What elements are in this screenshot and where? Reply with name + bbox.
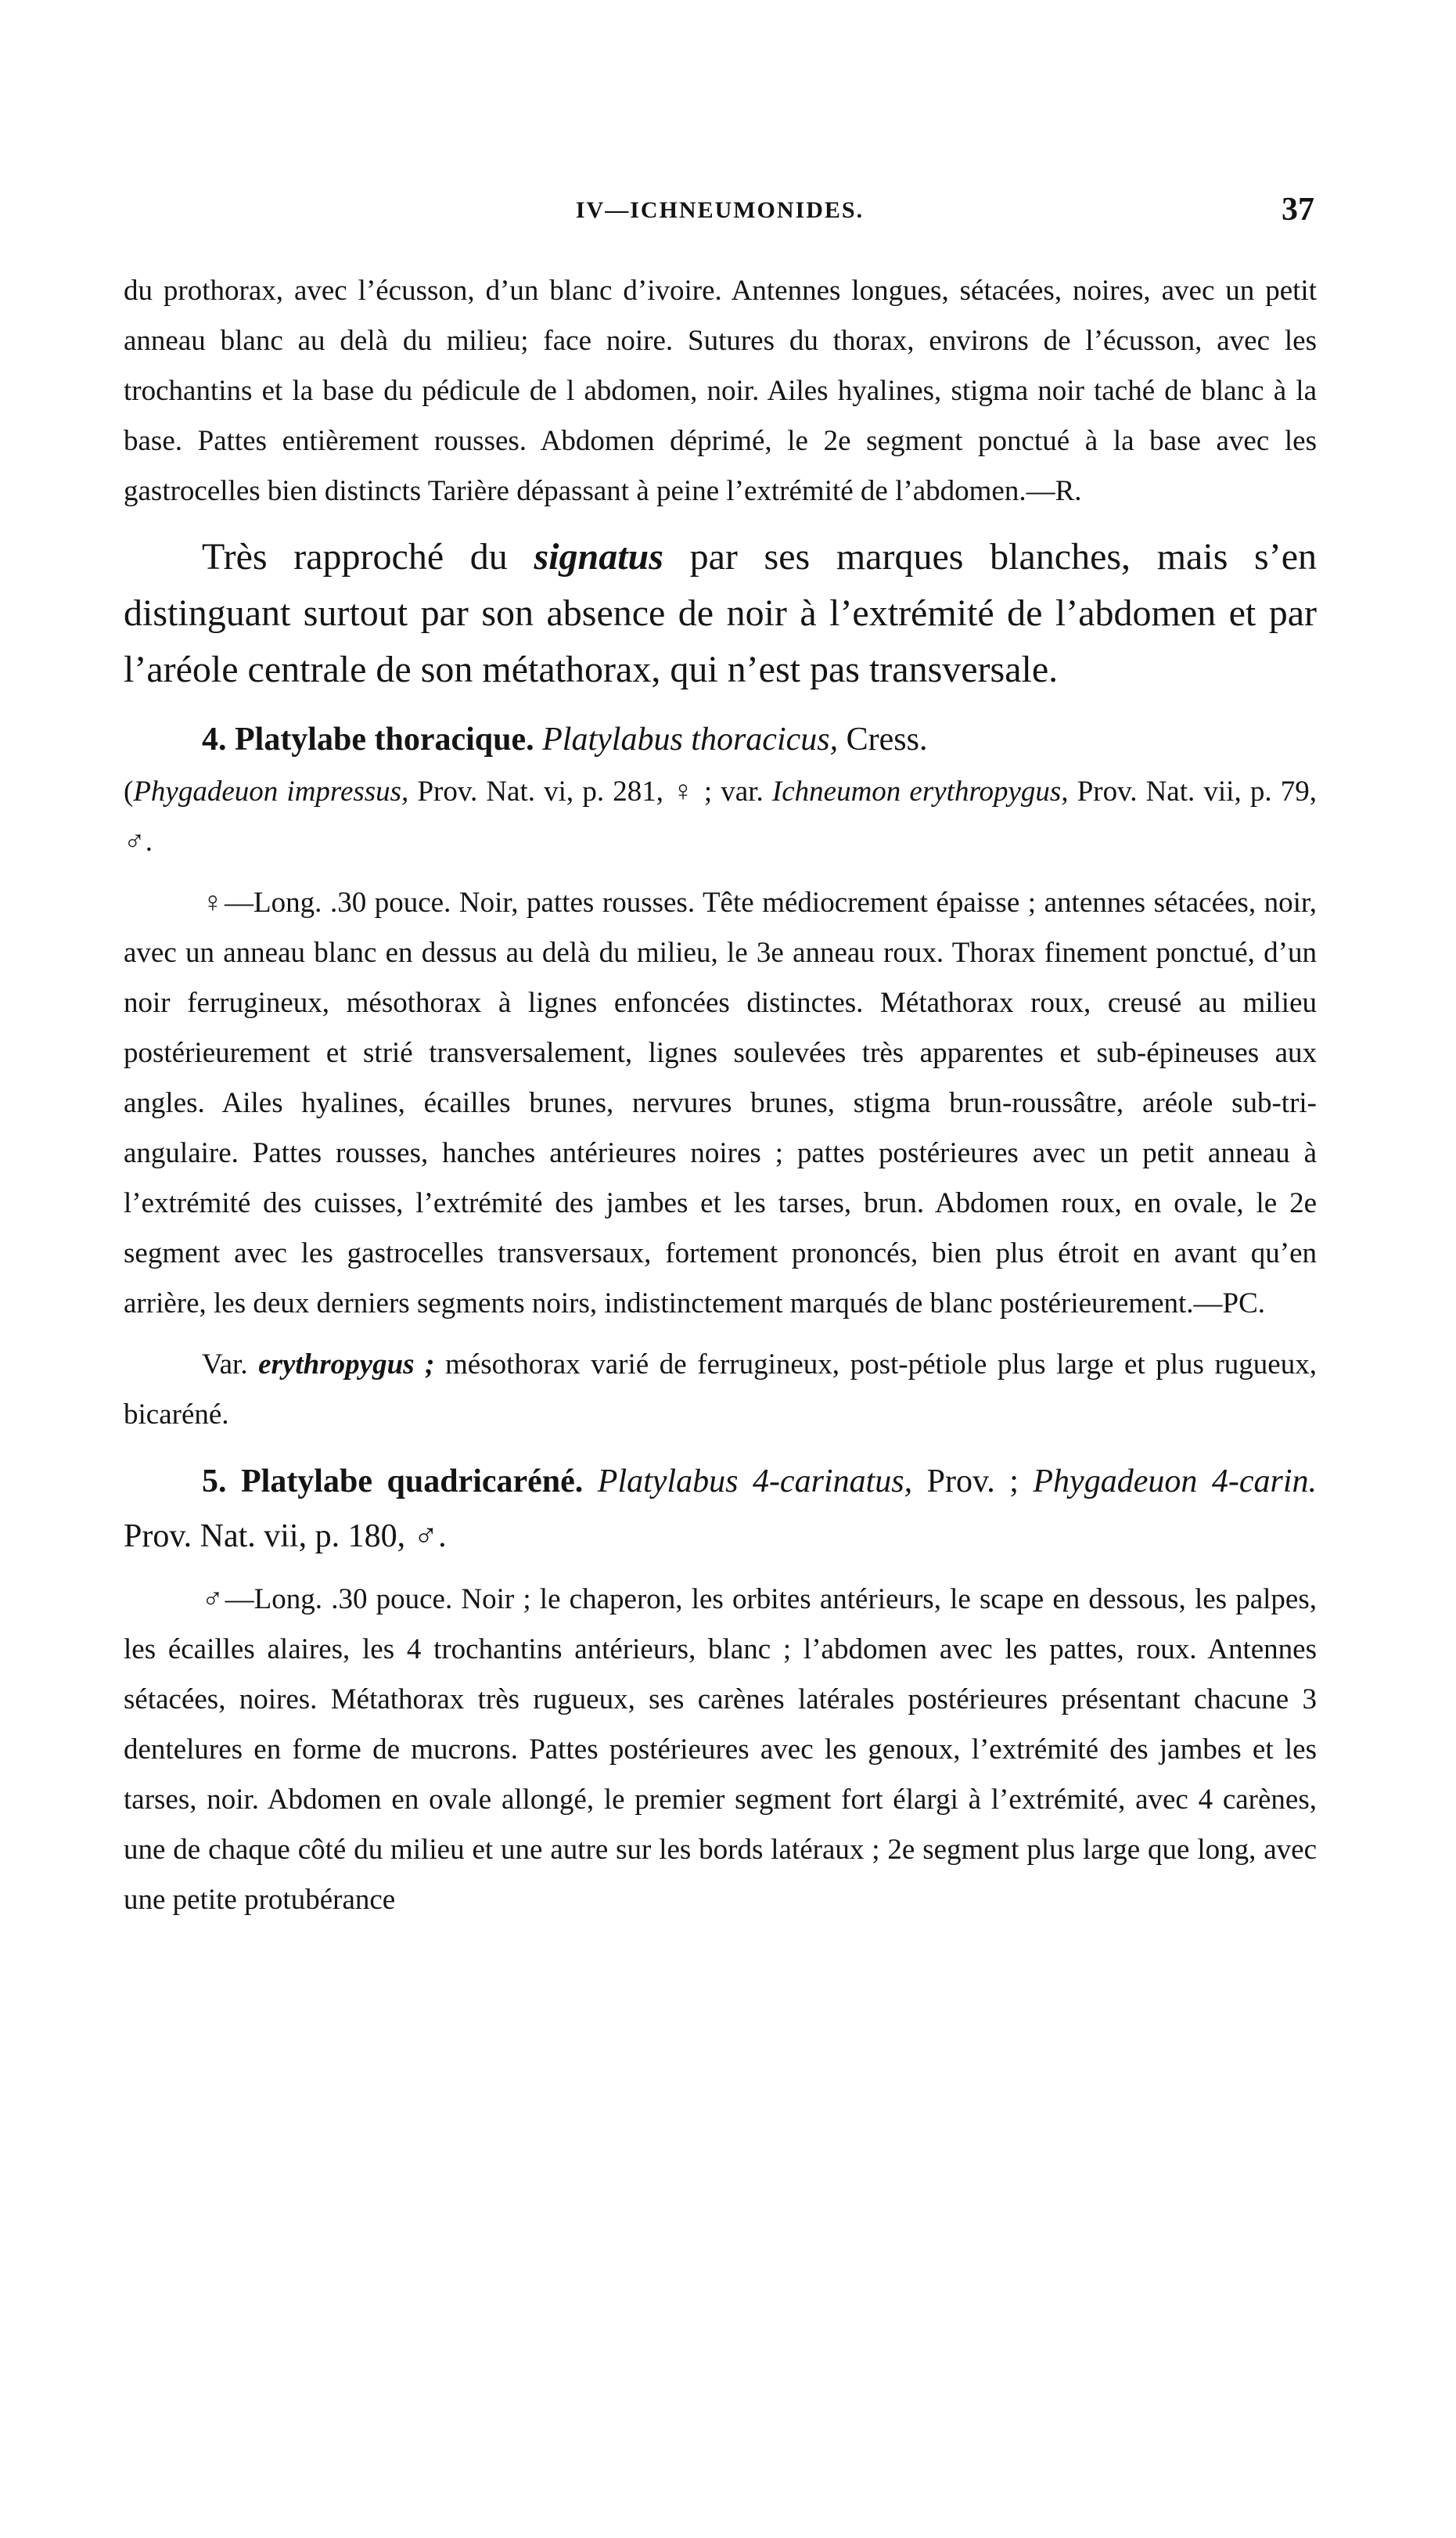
- page-header: [125, 191, 1314, 232]
- comparison-text-end: par ses marques blanches, mais s’en distinguant surtout par son absence de noir à l’extrémité de l’abdomen et par l’aréole centrale de son métathorax, qui n’est pas transversale.: [124, 536, 1318, 690]
- species-4-author: Cress.: [838, 722, 928, 758]
- species-entry-5-heading: [124, 1454, 1317, 1564]
- reference-2: Prov. Nat. vii, p. 79, ♂.: [124, 776, 1317, 858]
- synonym-1: Phygadeuon impressus,: [133, 776, 409, 808]
- paragraph-comparison: [124, 529, 1317, 698]
- species-5-description: ♂—Long. .30 pouce. Noir ; le chaperon, les orbites antérieurs, le scape en dessous, les palpes, les écailles alaires, les 4 trochantins antérieurs, blanc ; l’abdomen avec les pattes, roux. Antennes sétacées, noires. Métathorax très rugueux, ses carènes latérales postérieures présentant chacune 3 dentelures en forme de mucrons. Pattes postérieures avec les genoux, l’extrémité des jambes et les tarses, noir. Abdomen en ovale allongé, le premier segment fort élargi à l’extrémité, avec 4 carènes, une de chaque côté du milieu et une autre sur les bords latéraux ; 2e segment plus large que long, avec une petite protubérance: [124, 1583, 1317, 1916]
- variety-description: mésothorax varié de ferrugineux, post-pétiole plus large et plus rugueux, bicaréné.: [124, 1348, 1317, 1431]
- species-entry-4-heading: [124, 712, 1317, 767]
- paragraph-continuation: du prothorax, avec l’écusson, d’un blanc d’ivoire. Antennes longues, sétacées, noires, avec un petit anneau blanc au delà du milieu; face noire. Sutures du thorax, environs de l’écusson, avec les trochantins et la base du pédicule de l abdomen, noir. Ailes hyalines, stigma noir taché de blanc à la base. Pattes entièrement rousses. Abdomen déprimé, le 2e segment ponctué à la base avec les gastrocelles bien distincts Tarière dépassant à peine l’extrémité de l’abdomen.—R.: [124, 275, 1317, 507]
- synonym-2: Ichneumon erythropygus,: [771, 776, 1069, 808]
- species-5-reference: Prov. Nat. vii, p. 180, ♂.: [124, 1518, 447, 1554]
- species-4-synonymy: [124, 767, 1317, 867]
- running-head: IV—ICHNEUMONIDES.: [575, 197, 865, 223]
- paren-open: (: [124, 776, 134, 808]
- species-5-synonym: Phygadeuon 4-carin.: [1033, 1463, 1317, 1499]
- species-4-latin: Platylabus thoracicus,: [542, 722, 839, 758]
- page-number: 37: [1282, 192, 1314, 228]
- variety-note: [124, 1340, 1317, 1440]
- species-5-title: 5. Platylabe quadricaréné.: [202, 1463, 584, 1499]
- variety-prefix: Var.: [202, 1348, 259, 1381]
- species-ref-signatus: signatus: [534, 536, 663, 578]
- species-4-description: ♀—Long. .30 pouce. Noir, pattes rousses. Tête médiocrement épaisse ; antennes sétacées, noir, avec un anneau blanc en dessus au delà du milieu, le 3e anneau roux. Thorax finement ponctué, d’un noir ferrugineux, mésothorax à lignes enfoncées distinctes. Métathorax roux, creusé au milieu postérieurement et strié transversalement, lignes soulevées très apparentes et sub-épineuses aux angles. Ailes hyalines, écailles brunes, nervures brunes, stigma brun-roussâtre, aréole sub-tri-angulaire. Pattes rousses, hanches antérieures noires ; pattes postérieures avec un petit anneau à l’extrémité des cuisses, l’extrémité des jambes et les tarses, brun. Abdomen roux, en ovale, le 2e segment avec les gastrocelles transversaux, fortement prononcés, bien plus étroit en avant qu’en arrière, les deux derniers segments noirs, indistinctement marqués de blanc postérieurement.—PC.: [124, 887, 1317, 1319]
- comparison-text-start: Très rapproché du: [202, 536, 534, 578]
- page-body: [124, 266, 1317, 1925]
- reference-1: Prov. Nat. vi, p. 281, ♀ ; var.: [408, 776, 772, 808]
- species-5-author: Prov. ;: [912, 1463, 1034, 1499]
- species-4-title: 4. Platylabe thoracique.: [202, 722, 534, 758]
- variety-name: erythropygus ;: [258, 1348, 435, 1381]
- species-5-latin: Platylabus 4-carinatus,: [597, 1463, 913, 1499]
